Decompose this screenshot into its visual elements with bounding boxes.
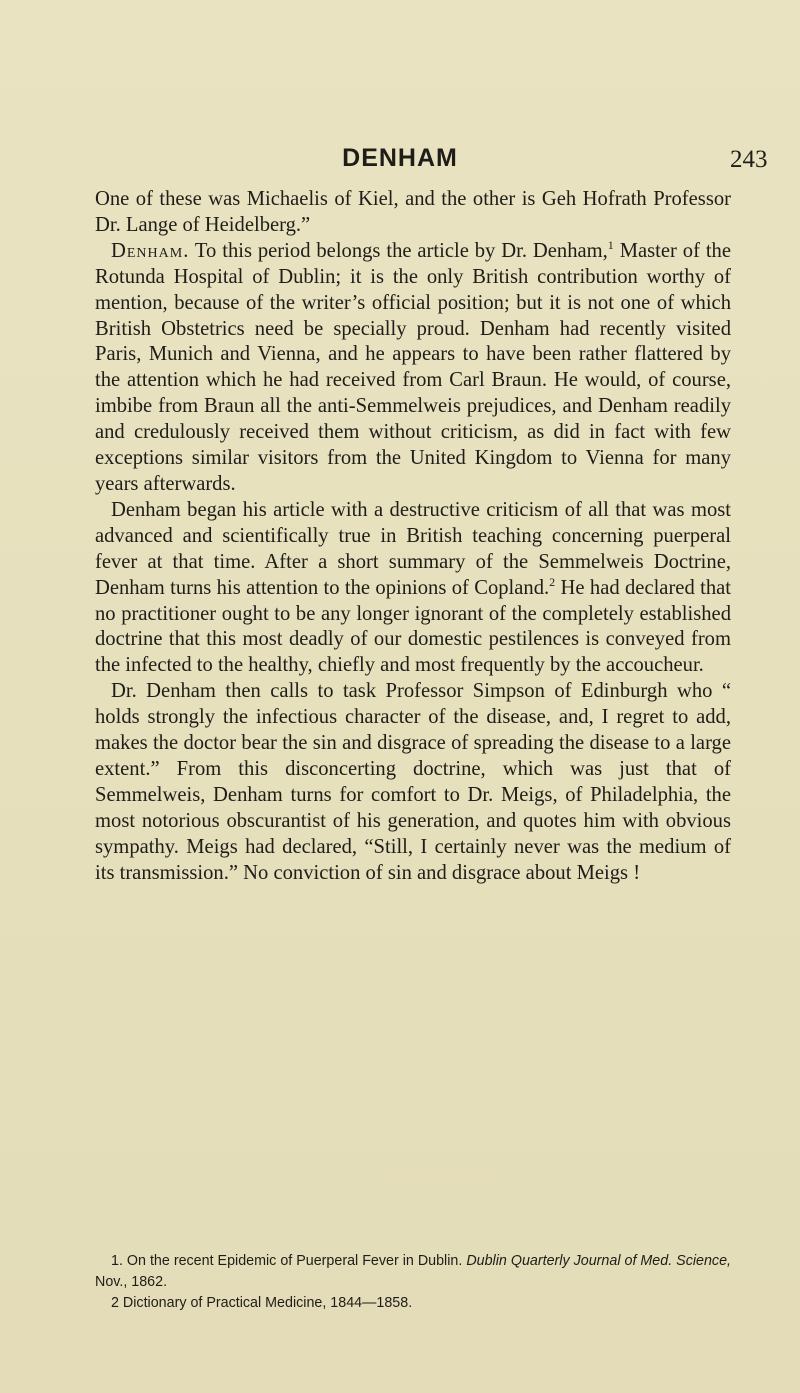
section-lead-denham: Denham. — [111, 239, 190, 262]
paragraph-1: One of these was Michaelis of Kiel, and the other is Geh Hofrath Professor Dr. Lange of Heidelberg.” — [95, 188, 731, 236]
footnote-1-journal: Dublin Quarterly Journal of Med. Science, — [466, 1253, 731, 1269]
body-text — [95, 187, 731, 886]
footnote-ref-2: 2 — [549, 574, 556, 589]
footnote-1-text: 1. On the recent Epidemic of Puerperal Fever in Dublin. — [111, 1253, 463, 1269]
paragraph-3-text-a: Denham began his article with a destructive criticism of all that was most advanced and scientifically true in British teaching concerning puerperal fever at that time. After a short summary of the Semmelweis Doctrine, Denham turns his attention to the opinions of Copland. — [95, 498, 731, 599]
page-header — [0, 138, 800, 178]
footnote-1-date: Nov., 1862. — [95, 1274, 168, 1290]
paragraph-2-text-b: Master of the Rotunda Hospital of Dublin; it is the only British contribution worthy of mention, because of the writer’s official position; but it is not one of which British Obstetrics need be specially proud. Denham had recently visited Paris, Munich and Vienna, and he appears to have been rather flattered by the attention which he had received from Carl Braun. He would, of course, imbibe from Braun all the anti-Semmelweis prejudices, and Denham readily and credulously received them without criticism, as did in fact with few exceptions similar visitors from the United Kingdom to Vienna for many years afterwards. — [95, 239, 731, 495]
page-number: 243 — [730, 146, 768, 173]
footnote-2: 2 Dictionary of Practical Medicine, 1844—1858. — [111, 1295, 413, 1311]
footnote-1 — [95, 1251, 731, 1293]
running-head: DENHAM — [342, 144, 458, 172]
paragraph-2 — [95, 239, 731, 498]
paragraph-4: Dr. Denham then calls to task Professor Simpson of Edinburgh who “ holds strongly the infectious character of the disease, and, I regret to add, makes the doctor bear the sin and disgrace of spreading the disease to a large extent.” From this disconcerting doctrine, which was just that of Semmelweis, Denham turns for comfort to Dr. Meigs, of Philadelphia, the most notorious obscurantist of his generation, and quotes him with obvious sympathy. Meigs had declared, “Still, I certainly never was the medium of its transmission.” No conviction of sin and disgrace about Meigs ! — [95, 680, 731, 884]
paragraph-3-text-b: He had declared that no practitioner ought to be any longer ignorant of the completely established doctrine that this most deadly of our domestic pestilences is conveyed from the infected to the healthy, chiefly and most frequently by the accoucheur. — [95, 576, 731, 677]
paragraph-2-text-a: To this period belongs the article by Dr. Denham, — [189, 239, 608, 262]
footnote-ref-1: 1 — [607, 237, 614, 252]
paragraph-3 — [95, 498, 731, 679]
footnotes — [95, 1251, 731, 1314]
